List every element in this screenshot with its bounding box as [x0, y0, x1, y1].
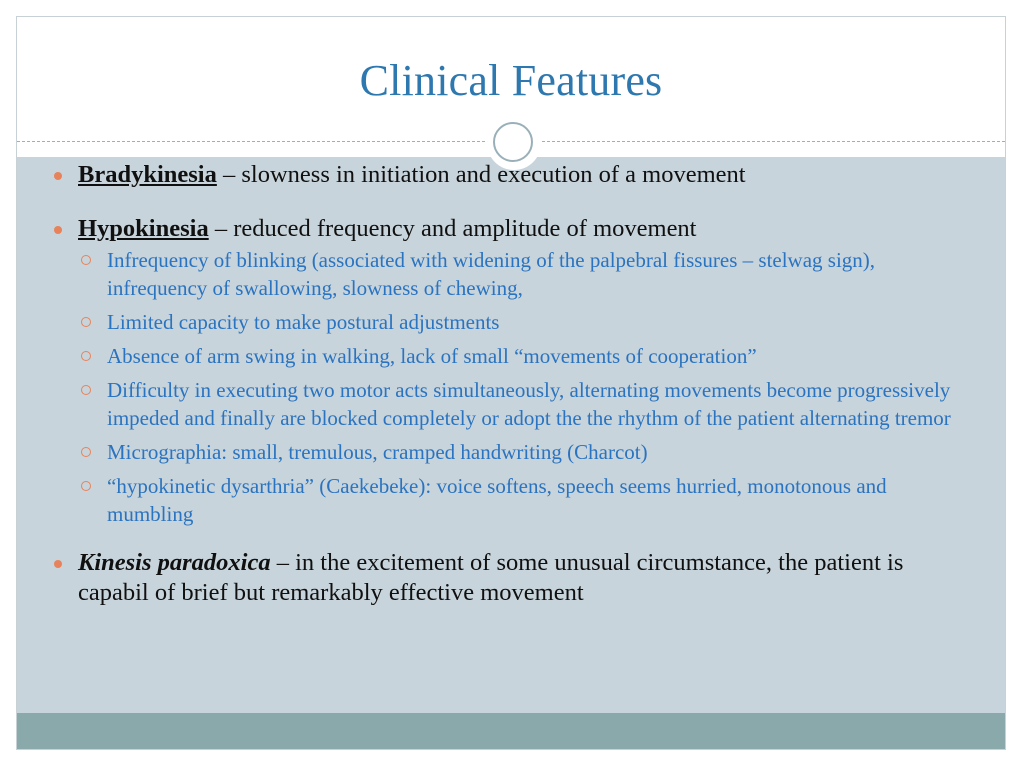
- sub-item: [78, 376, 957, 432]
- sub-item-text: “hypokinetic dysarthria” (Caekebeke): voice softens, speech seems hurried, monotonous and mumbling: [107, 474, 887, 526]
- desc-bradykinesia: – slowness in initiation and execution of a movement: [216, 161, 746, 188]
- desc-hypokinesia: – reduced frequency and amplitude of movement: [208, 215, 697, 242]
- circle-ring-icon: [493, 122, 533, 162]
- sub-bullet-ring-icon: [81, 317, 91, 327]
- bullet-dot-icon: [54, 226, 62, 234]
- sub-bullet-ring-icon: [81, 447, 91, 457]
- sub-item: [78, 308, 957, 336]
- bullet-bradykinesia: [52, 160, 957, 190]
- bullet-hypokinesia: [52, 214, 957, 528]
- sub-item: [78, 438, 957, 466]
- sub-item-text: Limited capacity to make postural adjustments: [107, 310, 500, 334]
- footer-bar: [17, 713, 1005, 749]
- sub-bullet-ring-icon: [81, 385, 91, 395]
- hypokinesia-sublist: [78, 246, 957, 528]
- sub-bullet-ring-icon: [81, 481, 91, 491]
- bullet-dot-icon: [54, 172, 62, 180]
- sub-item: [78, 246, 957, 302]
- sub-item: [78, 342, 957, 370]
- term-bradykinesia: Bradykinesia: [78, 161, 217, 188]
- sub-bullet-ring-icon: [81, 351, 91, 361]
- sub-item-text: Micrographia: small, tremulous, cramped handwriting (Charcot): [107, 440, 648, 464]
- sub-bullet-ring-icon: [81, 255, 91, 265]
- term-hypokinesia: Hypokinesia: [78, 215, 209, 242]
- sub-item-text: Infrequency of blinking (associated with widening of the palpebral fissures – stelwag sign), infrequency of swallowing, slowness of chewing,: [107, 248, 876, 300]
- term-kinesis-paradoxica: Kinesis paradoxica: [78, 549, 271, 576]
- sub-item-text: Difficulty in executing two motor acts simultaneously, alternating movements become progressively impeded and finally are blocked completely or adopt the the rhythm of the patient alternating tremor: [107, 378, 951, 430]
- bullet-list: [52, 160, 957, 608]
- sub-item: [78, 472, 957, 528]
- bullet-dot-icon: [54, 560, 62, 568]
- slide-title: Clinical Features: [359, 56, 663, 105]
- sub-item-text: Absence of arm swing in walking, lack of small “movements of cooperation”: [107, 344, 757, 368]
- desc-kinesis-paradoxica: – in the excitement of some unusual circumstance, the patient is capabil of brief but remarkably effective movement: [78, 549, 904, 606]
- bullet-kinesis-paradoxica: [52, 548, 957, 608]
